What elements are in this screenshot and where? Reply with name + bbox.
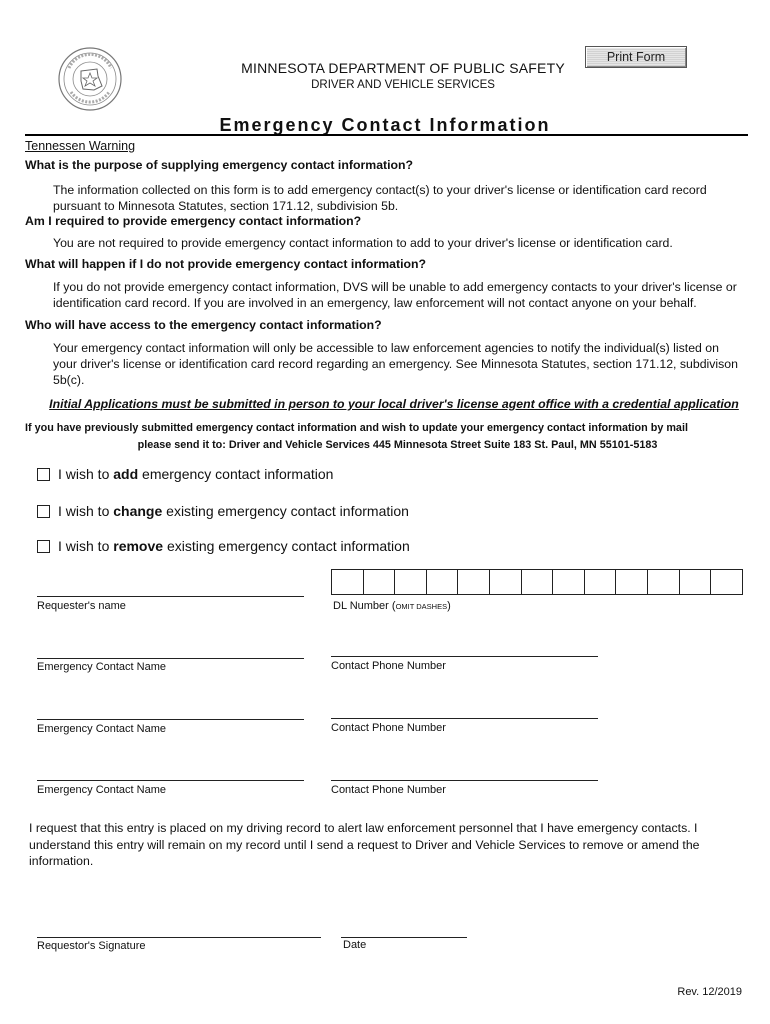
add-checkbox[interactable] [37,468,50,481]
division-name: DRIVER AND VEHICLE SERVICES [311,79,495,91]
dl-digit-cell[interactable] [364,570,396,594]
contact-name-field-3[interactable] [37,780,304,781]
option-change [37,503,409,519]
requester-name-label: Requester's name [37,600,126,612]
dl-digit-cell[interactable] [616,570,648,594]
date-field[interactable] [341,937,467,938]
mail-note-line1: If you have previously submitted emergency contact information and wish to update your emergency contact information by mail [25,422,688,434]
dl-digit-cell[interactable] [395,570,427,594]
option-change-key: change [113,503,163,519]
option-add-key: add [113,466,139,482]
option-add-post: emergency contact information [138,466,334,482]
dl-digit-cell[interactable] [427,570,459,594]
remove-checkbox[interactable] [37,540,50,553]
tennessen-warning-heading: Tennessen Warning [25,139,136,153]
contact-name-field-1[interactable] [37,658,304,659]
option-add [37,466,333,482]
dl-digit-cell[interactable] [553,570,585,594]
dl-digit-cell[interactable] [458,570,490,594]
dl-digit-cell[interactable] [332,570,364,594]
option-change-pre: I wish to [58,503,114,519]
signature-field[interactable] [37,937,321,938]
change-checkbox[interactable] [37,505,50,518]
dl-number-label [333,600,451,612]
requester-name-field[interactable] [37,596,304,597]
dl-digit-cell[interactable] [490,570,522,594]
dl-digit-cell[interactable] [711,570,742,594]
signature-label: Requestor's Signature [37,940,146,952]
dl-digit-cell[interactable] [522,570,554,594]
option-remove-key: remove [113,538,164,554]
question-required: Am I required to provide emergency contact information? [25,214,362,228]
option-remove-pre: I wish to [58,538,114,554]
dl-number-label-close: ) [447,600,451,612]
contact-phone-field-2[interactable] [331,718,598,719]
option-remove [37,538,410,554]
contact-phone-label-1: Contact Phone Number [331,660,446,672]
question-consequence: What will happen if I do not provide emergency contact information? [25,257,427,271]
answer-access: Your emergency contact information will only be accessible to law enforcement agencies to notify the individual(s) listed on your driver's license or identification card record regarding an emergency. See Minnesota Statutes, section 171.12, subdivison 5b(c). [53,341,738,387]
request-statement: I request that this entry is placed on my driving record to alert law enforcement personnel that I have emergency contacts. I understand this entry will remain on my record until I send a request to Driver and Vehicle Services to remove or amend the information. [29,821,700,868]
initial-applications-note: Initial Applications must be submitted in person to your local driver's license agent office with a credential application [49,397,739,411]
contact-name-field-2[interactable] [37,719,304,720]
contact-phone-label-2: Contact Phone Number [331,722,446,734]
answer-consequence: If you do not provide emergency contact information, DVS will be unable to add emergency contacts to your driver's license or identification card record. If you are involved in an emergency, law enforcement will not contact anyone on your behalf. [53,280,737,310]
dl-digit-cell[interactable] [585,570,617,594]
question-purpose: What is the purpose of supplying emergency contact information? [25,158,414,172]
contact-name-label-2: Emergency Contact Name [37,723,166,735]
answer-purpose: The information collected on this form is to add emergency contact(s) to your driver's license or identification card record pursuant to Minnesota Statutes, section 171.12, subdivision 5b. [53,183,707,213]
dl-number-note: OMIT DASHES [395,602,448,611]
option-add-pre: I wish to [58,466,114,482]
page-title: Emergency Contact Information [219,115,551,135]
option-remove-post: existing emergency contact information [163,538,410,554]
contact-phone-field-3[interactable] [331,780,598,781]
dl-digit-cell[interactable] [648,570,680,594]
answer-required: You are not required to provide emergency contact information to add to your driver's license or identification card. [53,236,673,250]
revision-label: Rev. 12/2019 [677,986,742,998]
contact-phone-field-1[interactable] [331,656,598,657]
dl-number-label-text: DL Number ( [333,600,396,612]
question-access: Who will have access to the emergency contact information? [25,318,382,332]
dl-digit-cell[interactable] [680,570,712,594]
mail-note-line2: please send it to: Driver and Vehicle Services 445 Minnesota Street Suite 183 St. Paul, MN 55101-5183 [137,439,658,451]
date-label: Date [343,939,367,951]
print-form-button[interactable]: Print Form [585,46,687,68]
title-divider [25,134,748,136]
contact-name-label-3: Emergency Contact Name [37,784,166,796]
contact-name-label-1: Emergency Contact Name [37,661,166,673]
contact-phone-label-3: Contact Phone Number [331,784,446,796]
dl-number-field[interactable] [331,569,743,595]
option-change-post: existing emergency contact information [162,503,409,519]
agency-name: MINNESOTA DEPARTMENT OF PUBLIC SAFETY [241,60,565,76]
